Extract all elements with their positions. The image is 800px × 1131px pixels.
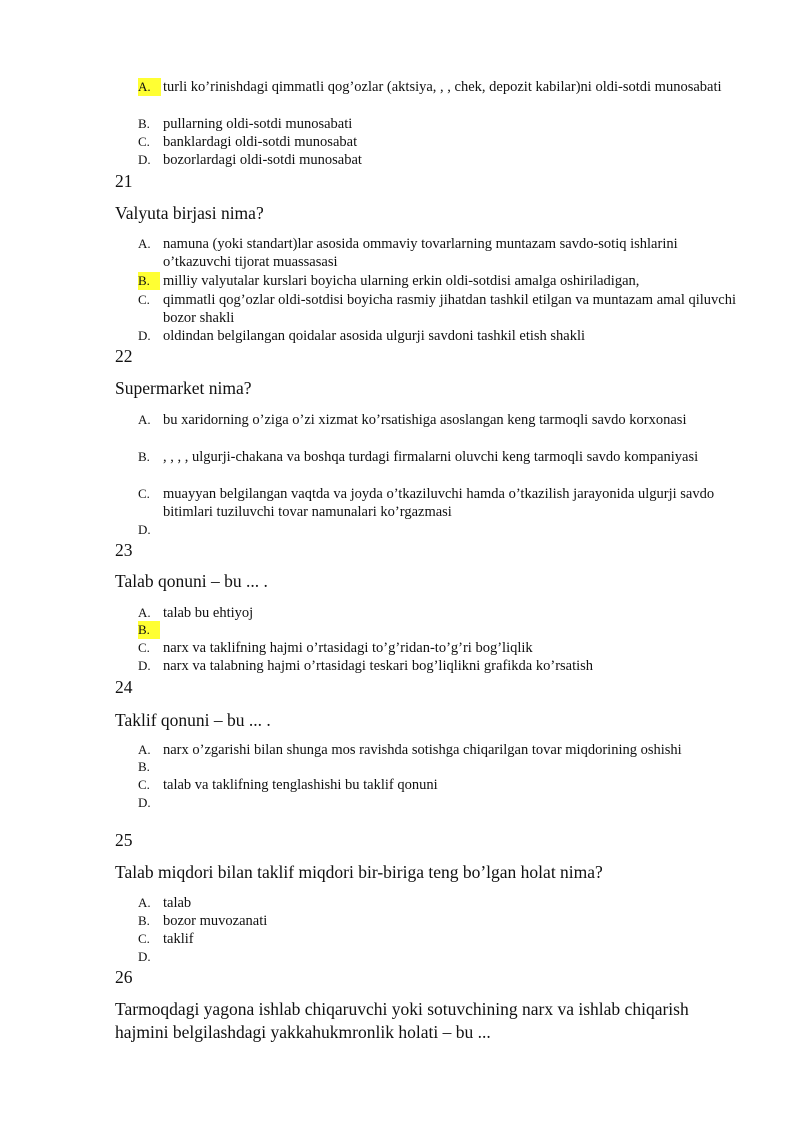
option-letter: A.: [138, 605, 151, 620]
option-text: milliy valyutalar kurslari boyicha ularning erkin oldi-sotdisi amalga oshiriladigan,: [163, 273, 640, 289]
option-text: turli ko’rinishdagi qimmatli qog’ozlar (aktsiya, , , chek, depozit kabilar)ni oldi-sotdi munosabati: [163, 79, 722, 95]
option-letter: A.: [138, 236, 151, 251]
option-letter: C.: [138, 292, 150, 307]
option-letter: C.: [138, 134, 150, 149]
q23-option-c: [138, 639, 748, 657]
q20-option-c: [138, 133, 748, 151]
option-letter: A.: [138, 895, 151, 910]
question-text: Talab miqdori bilan taklif miqdori bir-biriga teng bo’lgan holat nima?: [115, 862, 603, 882]
option-letter: D.: [138, 328, 151, 343]
option-letter: D.: [138, 658, 151, 673]
q20-option-a: [138, 78, 748, 96]
question-text: Tarmoqdagi yagona ishlab chiqaruvchi yoki sotuvchining narx va ishlab chiqarish hajmini belgilashdagi yakkahukmronlik holati – bu ...: [115, 999, 689, 1042]
option-letter: A.: [138, 412, 151, 427]
option-text: qimmatli qog’ozlar oldi-sotdisi boyicha rasmiy jihatdan tashkil etilgan va muntazam amal qiluvchi bozor shakli: [163, 292, 737, 326]
option-letter-highlighted: B.: [138, 272, 160, 290]
option-text: talab va taklifning tenglashishi bu taklif qonuni: [163, 777, 438, 793]
option-letter-highlighted: A.: [138, 78, 161, 96]
option-text: bu xaridorning o’ziga o’zi xizmat ko’rsatishiga asoslangan keng tarmoqli savdo korxonasi: [163, 412, 687, 428]
q24-option-c: [138, 776, 748, 794]
option-text: narx o’zgarishi bilan shunga mos ravishda sotishga chiqarilgan tovar miqdorining oshishi: [163, 742, 682, 758]
q23-option-a: [138, 604, 748, 622]
option-text: talab bu ehtiyoj: [163, 605, 254, 621]
option-letter: C.: [138, 777, 150, 792]
q20-option-d: [138, 151, 748, 169]
option-letter: C.: [138, 640, 150, 655]
option-text: pullarning oldi-sotdi munosabati: [163, 116, 353, 132]
option-text: narx va talabning hajmi o’rtasidagi teskari bog’liqlikni grafikda ko’rsatish: [163, 658, 594, 674]
option-text: muayyan belgilangan vaqtda va joyda o’tkaziluvchi hamda o’tkazilish jarayonida ulgurji savdo bitimlari tuziluvchi tovar namunalari ko’rgazmasi: [163, 486, 715, 520]
question-number: 25: [115, 830, 133, 850]
question-number: 22: [115, 346, 133, 366]
q25-option-c: [138, 930, 748, 948]
q22-option-b: [138, 448, 748, 466]
option-text: oldindan belgilangan qoidalar asosida ulgurji savdoni tashkil etish shakli: [163, 328, 586, 344]
option-text: bozor muvozanati: [163, 913, 268, 929]
option-letter: B.: [138, 116, 150, 131]
option-letter: C.: [138, 931, 150, 946]
option-text: banklardagi oldi-sotdi munosabat: [163, 134, 358, 150]
option-text: talab: [163, 895, 192, 911]
q21-option-d: [138, 327, 748, 345]
option-letter: D.: [138, 152, 151, 167]
option-text: , , , , ulgurji-chakana va boshqa turdagi firmalarni oluvchi keng tarmoqli savdo kompaniyasi: [163, 449, 699, 465]
q22-option-a: [138, 411, 748, 429]
q21-option-a: [138, 235, 748, 271]
q20-option-b: [138, 115, 748, 133]
q21-option-b: [138, 272, 748, 290]
question-number: 21: [115, 171, 133, 191]
question-text: Valyuta birjasi nima?: [115, 203, 264, 223]
option-text: bozorlardagi oldi-sotdi munosabat: [163, 152, 362, 168]
question-text: Taklif qonuni – bu ... .: [115, 710, 271, 730]
option-letter: D.: [138, 522, 151, 537]
option-letter-highlighted: B.: [138, 621, 160, 639]
question-text: Supermarket nima?: [115, 378, 252, 398]
q21-option-c: [138, 291, 748, 327]
option-letter: D.: [138, 795, 151, 810]
option-text: namuna (yoki standart)lar asosida ommaviy tovarlarning muntazam savdo-sotiq ishlarini o’tkazuvchi tijorat muassasasi: [163, 236, 678, 270]
q23-option-d: [138, 657, 748, 675]
question-number: 23: [115, 540, 133, 560]
q24-option-a: [138, 741, 748, 759]
option-letter: C.: [138, 486, 150, 501]
option-letter: D.: [138, 949, 151, 964]
question-number: 24: [115, 677, 133, 697]
option-letter: B.: [138, 913, 150, 928]
option-letter: B.: [138, 449, 150, 464]
option-letter: B.: [138, 759, 150, 774]
option-letter: A.: [138, 742, 151, 757]
q25-option-b: [138, 912, 748, 930]
question-text: Talab qonuni – bu ... .: [115, 571, 268, 591]
q22-option-c: [138, 485, 748, 521]
question-number: 26: [115, 967, 133, 987]
q25-option-a: [138, 894, 748, 912]
option-text: narx va taklifning hajmi o’rtasidagi to’g’ridan-to’g’ri bog’liqlik: [163, 640, 533, 656]
option-text: taklif: [163, 931, 194, 947]
